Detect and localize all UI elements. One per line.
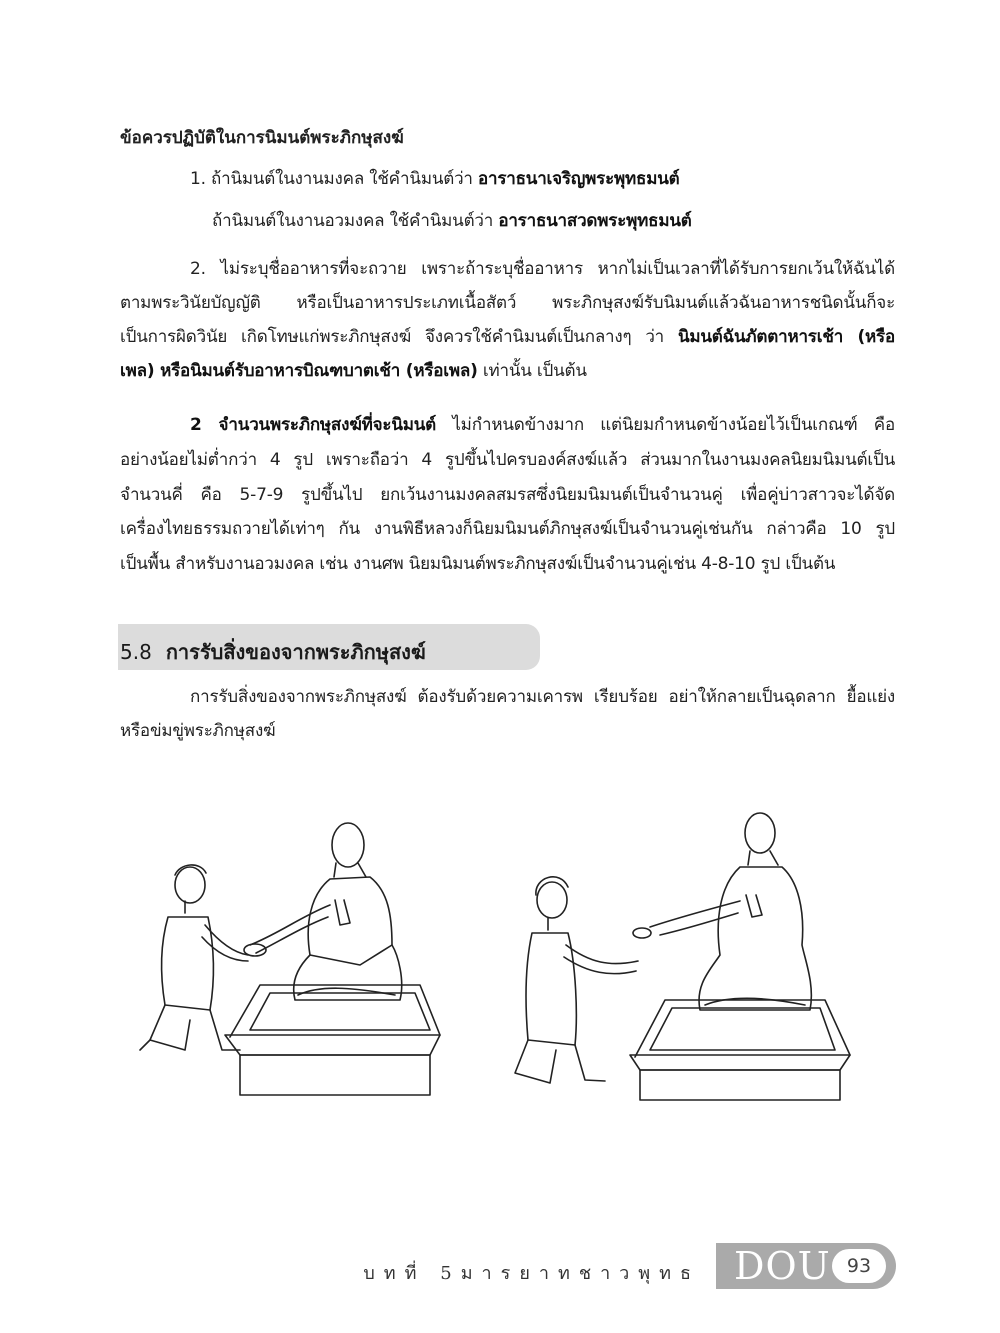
page-number: 93 xyxy=(832,1249,886,1283)
section-title xyxy=(120,636,426,668)
guidelines-heading: ข้อควรปฏิบัติในการนิมนต์พระภิกษุสงฆ์ xyxy=(120,128,404,148)
item-2-line-3 xyxy=(120,326,895,348)
item-2-line-4-text: เท่านั้น เป็นต้น xyxy=(477,361,587,381)
section-body-line-1: การรับสิ่งของจากพระภิกษุสงฆ์ ต้องรับด้วยความเคารพ เรียบร้อย อย่าให้กลายเป็นฉุดลาก ยื้อแย่ง xyxy=(190,687,895,707)
item-2-line-4-bold: เพล) หรือนิมนต์รับอาหารบิณฑบาตเช้า (หรือเพล) xyxy=(120,361,478,381)
item-1-line xyxy=(190,168,895,190)
offering-illustration xyxy=(130,805,910,1105)
section-number: 5.8 xyxy=(120,640,152,664)
item-1-bold: อาราธนาเจริญพระพุทธมนต์ xyxy=(477,169,680,189)
para-2-bold: 2 จำนวนพระภิกษุสงฆ์ที่จะนิมนต์ xyxy=(190,415,437,435)
para-2-line-1 xyxy=(190,414,895,436)
item-1-text: 1. ถ้านิมนต์ในงานมงคล ใช้คำนิมนต์ว่า xyxy=(190,169,478,189)
para-2-line-5: เป็นพื้น สำหรับงานอวมงคล เช่น งานศพ นิยมนิมนต์พระภิกษุสงฆ์เป็นจำนวนคู่เช่น 4-8-10 รูป เป็นต้น xyxy=(120,554,836,574)
para-2-line-2: อย่างน้อยไม่ต่ำกว่า 4 รูป เพราะถือว่า 4 รูปขึ้นไปครบองค์สงฆ์แล้ว ส่วนมากในงานมงคลนิยมนิมนต์เป็น xyxy=(120,450,895,470)
right-scene-illustration xyxy=(515,813,850,1100)
item-2-line-3-text: เป็นการผิดวินัย เกิดโทษแก่พระภิกษุสงฆ์ จึงควรใช้คำนิมนต์เป็นกลางๆ ว่า xyxy=(120,327,678,347)
item-1b-bold: อาราธนาสวดพระพุทธมนต์ xyxy=(498,211,692,231)
item-1b-line xyxy=(212,210,895,232)
item-2-line-3-bold: นิมนต์ฉันภัตตาหารเช้า (หรือ xyxy=(677,327,895,347)
para-2-line-1-text: ไม่กำหนดข้างมาก แต่นิยมกำหนดข้างน้อยไว้เป็นเกณฑ์ คือ xyxy=(436,415,895,435)
item-2-line-2: ตามพระวินัยบัญญัติ หรือเป็นอาหารประเภทเนื้อสัตว์ พระภิกษุสงฆ์รับนิมนต์แล้วฉันอาหารชนิดนั้นก็จะ xyxy=(120,293,895,313)
item-2-line-1: 2. ไม่ระบุชื่ออาหารที่จะถวาย เพราะถ้าระบุชื่ออาหาร หากไม่เป็นเวลาที่ได้รับการยกเว้นให้ฉันได้ xyxy=(190,259,895,279)
dou-logo: DOU xyxy=(734,1244,831,1288)
para-2-line-4: เครื่องไทยธรรมถวายได้เท่าๆ กัน งานพิธีหลวงก็นิยมนิมนต์ภิกษุสงฆ์เป็นจำนวนคู่เช่นกัน กล่าวคือ 10 รูป xyxy=(120,519,895,539)
para-2-line-3: จำนวนคี่ คือ 5-7-9 รูปขึ้นไป ยกเว้นงานมงคลสมรสซึ่งนิยมนิมนต์เป็นจำนวนคู่ เพื่อคู่บ่าวสาวจะได้จัด xyxy=(120,485,895,505)
section-body-line-2: หรือข่มขู่พระภิกษุสงฆ์ xyxy=(120,721,276,741)
chapter-footer: บทที่ 5มารยาทชาวพุทธ xyxy=(363,1263,700,1284)
section-heading: การรับสิ่งของจากพระภิกษุสงฆ์ xyxy=(165,640,426,664)
item-1b-text: ถ้านิมนต์ในงานอวมงคล ใช้คำนิมนต์ว่า xyxy=(212,211,499,231)
item-2-line-4 xyxy=(120,360,895,382)
left-scene-illustration xyxy=(140,823,440,1095)
